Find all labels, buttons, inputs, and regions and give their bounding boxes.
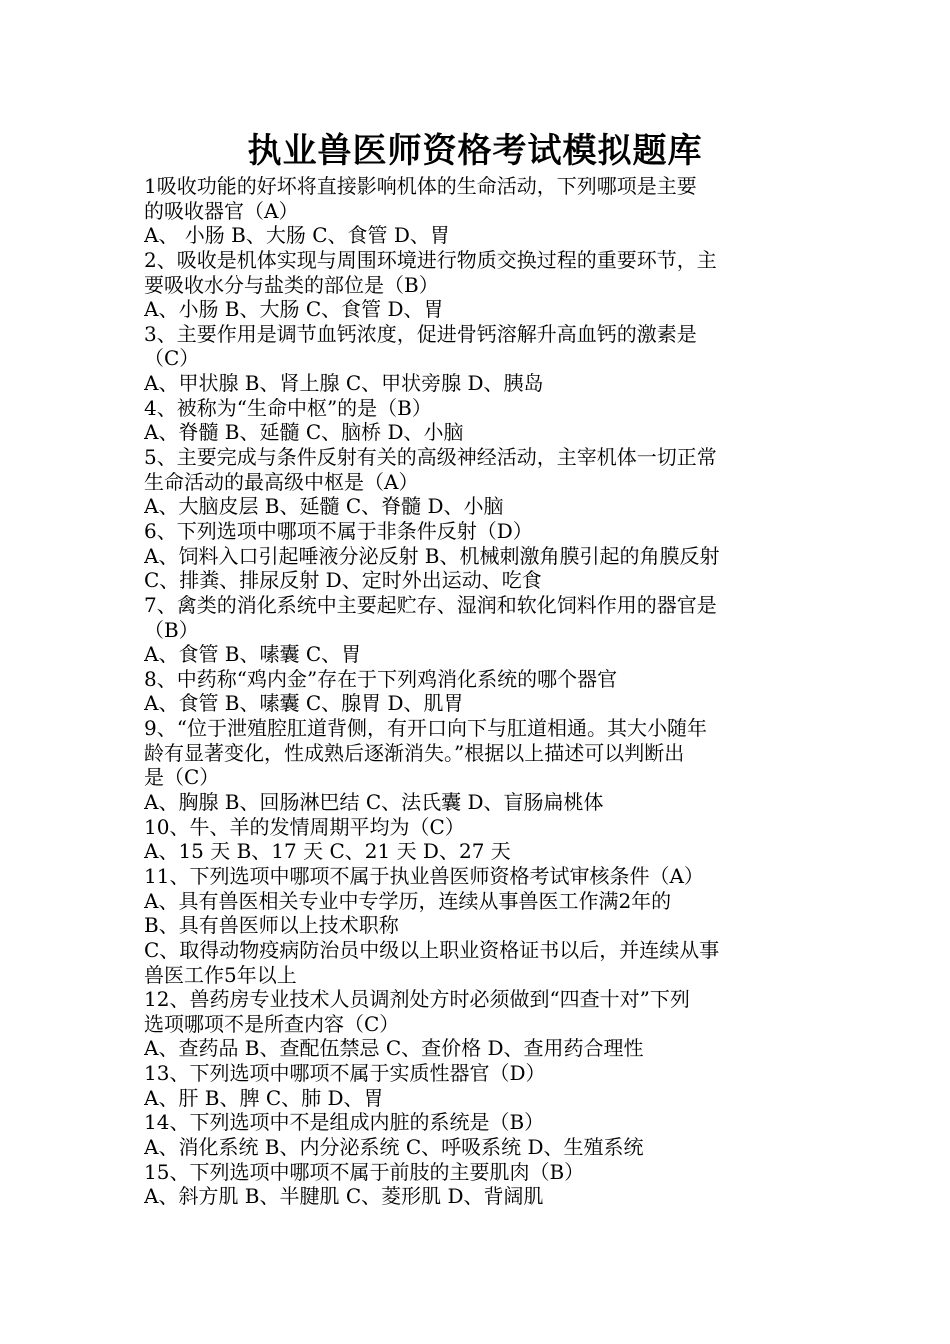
- text-line: A、查药品 B、查配伍禁忌 C、查价格 D、查用药合理性: [144, 1036, 644, 1061]
- text-line: 3、主要作用是调节血钙浓度，促进骨钙溶解升高血钙的激素是: [144, 321, 697, 346]
- text-line: C、排粪、排尿反射 D、定时外出运动、吃食: [144, 568, 542, 593]
- text-line: 9、“位于泄殖腔肛道背侧，有开口向下与肛道相通。其大小随年: [144, 716, 707, 741]
- text-line: A、具有兽医相关专业中专学历，连续从事兽医工作满2年的: [144, 888, 672, 913]
- text-line: A、小肠 B、大肠 C、食管 D、胃: [144, 297, 444, 322]
- text-line: 是（C）: [144, 765, 220, 790]
- text-line: A、食管 B、嗉囊 C、胃: [144, 642, 362, 667]
- text-line: A、消化系统 B、内分泌系统 C、呼吸系统 D、生殖系统: [144, 1134, 644, 1159]
- text-line: A、 小肠 B、大肠 C、食管 D、胃: [144, 223, 450, 248]
- text-line: A、食管 B、嗉囊 C、腺胃 D、肌胃: [144, 691, 464, 716]
- text-line: A、大脑皮层 B、延髓 C、脊髓 D、小脑: [144, 494, 504, 519]
- text-line: 13、下列选项中哪项不属于实质性器官（D）: [144, 1061, 546, 1086]
- text-line: 6、下列选项中哪项不属于非条件反射（D）: [144, 518, 533, 543]
- text-line: 1吸收功能的好坏将直接影响机体的生命活动，下列哪项是主要: [144, 174, 697, 198]
- text-line: 10、牛、羊的发情周期平均为（C）: [144, 814, 465, 839]
- question-list: [144, 174, 812, 1209]
- text-line: B、具有兽医师以上技术职称: [144, 913, 399, 938]
- text-line: 12、兽药房专业技术人员调剂处方时必须做到“四查十对”下列: [144, 987, 690, 1012]
- text-line: 7、禽类的消化系统中主要起贮存、湿润和软化饲料作用的器官是: [144, 592, 717, 617]
- text-line: A、脊髓 B、延髓 C、脑桥 D、小脑: [144, 420, 464, 445]
- text-line: A、肝 B、脾 C、肺 D、胃: [144, 1085, 384, 1110]
- text-line: 14、下列选项中不是组成内脏的系统是（B）: [144, 1110, 545, 1135]
- text-line: A、甲状腺 B、肾上腺 C、甲状旁腺 D、胰岛: [144, 371, 544, 396]
- document-title: 执业兽医师资格考试模拟题库: [247, 131, 703, 171]
- text-line: 的吸收器官（A）: [144, 198, 299, 223]
- text-line: 生命活动的最高级中枢是（A）: [144, 469, 419, 494]
- text-line: 兽医工作5年以上: [144, 962, 297, 987]
- text-line: C、取得动物疫病防治员中级以上职业资格证书以后，并连续从事: [144, 937, 720, 962]
- text-line: （C）: [144, 346, 200, 371]
- text-line: 5、主要完成与条件反射有关的高级神经活动，主宰机体一切正常: [144, 445, 717, 470]
- text-line: 8、中药称“鸡内金”存在于下列鸡消化系统的哪个器官: [144, 666, 618, 691]
- text-line: 要吸收水分与盐类的部位是（B）: [144, 272, 439, 297]
- text-line: 11、下列选项中哪项不属于执业兽医师资格考试审核条件（A）: [144, 863, 704, 888]
- text-line: 龄有显著变化，性成熟后逐渐消失。”根据以上描述可以判断出: [144, 740, 685, 765]
- text-line: A、胸腺 B、回肠淋巴结 C、法氏囊 D、盲肠扁桃体: [144, 790, 604, 815]
- text-line: A、15 天 B、17 天 C、21 天 D、27 天: [144, 839, 511, 864]
- text-line: 4、被称为“生命中枢”的是（B）: [144, 395, 432, 420]
- text-line: A、斜方肌 B、半腱肌 C、菱形肌 D、背阔肌: [144, 1184, 544, 1209]
- text-line: 2、吸收是机体实现与周围环境进行物质交换过程的重要环节，主: [144, 247, 717, 272]
- text-line: 15、下列选项中哪项不属于前肢的主要肌肉（B）: [144, 1159, 585, 1184]
- text-line: A、饲料入口引起唾液分泌反射 B、机械刺激角膜引起的角膜反射: [144, 543, 720, 568]
- text-line: （B）: [144, 617, 199, 642]
- text-line: 选项哪项不是所查内容（C）: [144, 1011, 400, 1036]
